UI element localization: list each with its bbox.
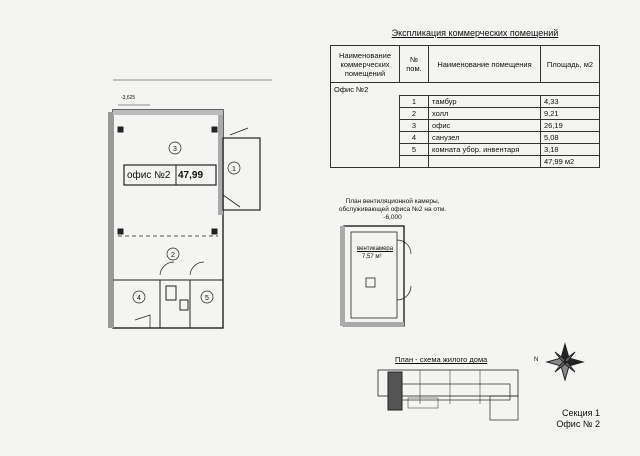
header-cell: Наименование помещения	[429, 46, 541, 83]
room-number-label: 3	[173, 146, 177, 153]
hatched-wall-right	[218, 115, 223, 215]
vent-unit	[366, 278, 375, 287]
column	[212, 127, 217, 132]
office-label: офис №2	[127, 170, 171, 181]
column	[118, 229, 123, 234]
room-name: комната убор. инвентаря	[429, 144, 541, 156]
room-number-label: 4	[137, 295, 141, 302]
hatched-wall-left	[108, 112, 114, 328]
room-area: 3,18	[541, 144, 600, 156]
room-number: 3	[400, 120, 429, 132]
room-area: 26,19	[541, 120, 600, 132]
header-cell: № пом.	[400, 46, 429, 83]
room-number: 5	[400, 144, 429, 156]
room-name: офис	[429, 120, 541, 132]
room-area: 9,21	[541, 108, 600, 120]
room-area: 4,33	[541, 96, 600, 108]
header-cell: Площадь, м2	[541, 46, 600, 83]
compass-rose-icon	[547, 344, 583, 380]
vent-inner-wall	[351, 232, 397, 318]
header-cell: Наименование коммерческих помещений	[331, 46, 400, 83]
room-name: санузел	[429, 132, 541, 144]
site-plan	[378, 370, 518, 420]
room-number: 2	[400, 108, 429, 120]
column	[212, 229, 217, 234]
sink	[180, 300, 188, 310]
section-highlight	[388, 372, 402, 410]
level-mark: -3,625	[121, 95, 136, 101]
building-wing	[402, 384, 510, 400]
toilet	[166, 286, 176, 300]
door-swing	[190, 262, 204, 275]
vent-outer-wall	[344, 226, 404, 326]
room-name: холл	[429, 108, 541, 120]
floor-plan	[108, 110, 260, 328]
door-swing	[230, 128, 248, 135]
office-area: 47,99	[178, 170, 204, 181]
building-wing	[408, 398, 438, 408]
group-label: Офис №2	[331, 83, 600, 96]
column	[118, 127, 123, 132]
door-swing	[160, 262, 174, 275]
building-wing	[490, 396, 518, 420]
vent-room-name: вентикамера	[357, 246, 394, 252]
fixture	[135, 315, 150, 328]
room-number-label: 2	[171, 252, 175, 259]
room-number: 4	[400, 132, 429, 144]
room-area: 5,08	[541, 132, 600, 144]
room-number-label: 5	[205, 295, 209, 302]
explication-title: Экспликация коммерческих помещений	[391, 28, 559, 38]
vent-caption: План вентиляционной камеры, обслуживающей офиса №2 на отм. -6,000	[338, 198, 447, 221]
hatched-wall-top	[113, 110, 223, 115]
door-swing	[223, 195, 240, 207]
vent-room-area: 7,57 м²	[362, 254, 382, 260]
room-number-label: 1	[232, 166, 236, 173]
north-label: N	[534, 357, 539, 363]
office-number-label: Офис № 2	[556, 419, 600, 429]
vent-hatched-wall	[344, 322, 404, 327]
total-area: 47,99 м2	[541, 156, 600, 168]
vent-chamber-plan	[340, 226, 411, 327]
site-plan-title: План - схема жилого дома	[395, 355, 488, 364]
room-name: тамбур	[429, 96, 541, 108]
section-label: Секция 1	[561, 408, 600, 418]
room-number: 1	[400, 96, 429, 108]
vent-hatched-wall	[340, 226, 345, 326]
section-info	[540, 408, 600, 430]
